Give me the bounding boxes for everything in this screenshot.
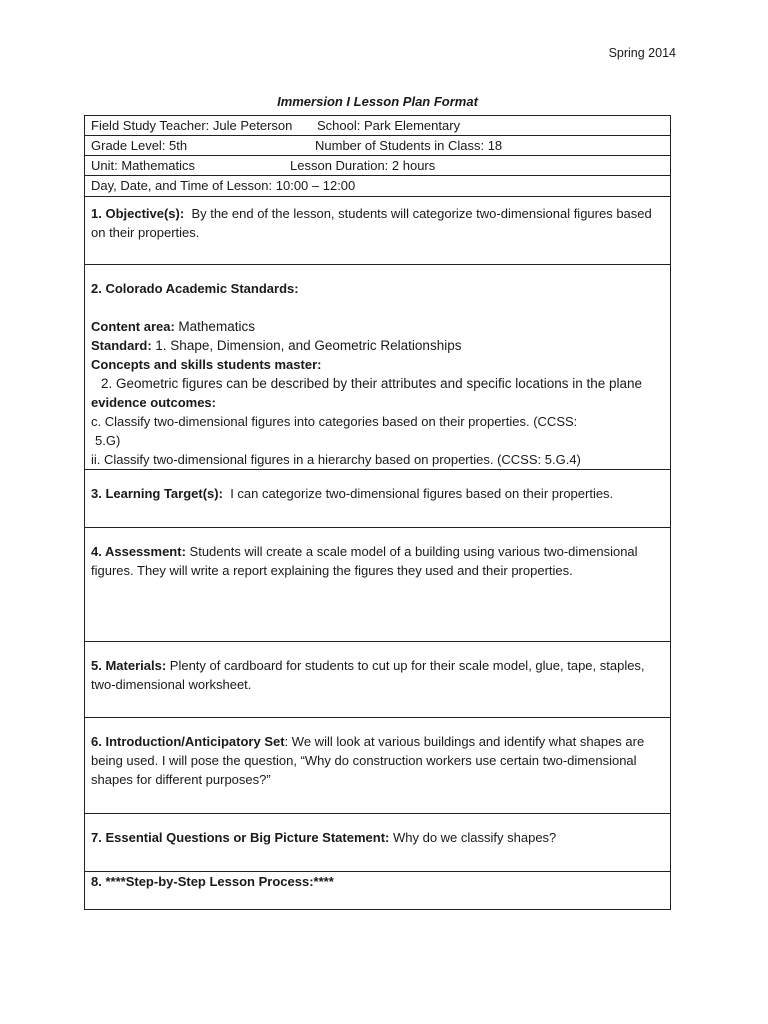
evidence-label: evidence outcomes: — [91, 395, 216, 410]
table-row — [85, 718, 671, 814]
materials-label: 5. Materials: — [91, 658, 167, 673]
objective-label: 1. Objective(s): — [91, 206, 185, 221]
standard-line — [91, 336, 664, 355]
concepts-value: 2. Geometric figures can be described by their attributes and specific locations in the plane — [101, 376, 643, 391]
evidence-c-line2: 5.G) — [95, 433, 121, 448]
essential-questions-section — [85, 814, 671, 872]
assessment-text: Students will create a scale model of a building using various two-dimensional figures. They will write a report explaining the figures they used and their properties. — [91, 544, 638, 578]
document-title: Immersion I Lesson Plan Format — [277, 94, 478, 109]
table-row — [85, 470, 671, 528]
table-row — [85, 265, 671, 470]
content-area-line — [91, 317, 664, 336]
objective-text: By the end of the lesson, students will categorize two-dimensional figures based on their properties. — [91, 206, 652, 240]
evidence-c-line1: c. Classify two-dimensional figures into categories based on their properties. (CCSS: — [91, 414, 578, 429]
table-row — [85, 197, 671, 265]
concepts-label: Concepts and skills students master: — [91, 357, 322, 372]
day-time-cell — [85, 176, 671, 197]
standards-label: 2. Colorado Academic Standards: — [91, 281, 299, 296]
unit-duration-cell — [85, 156, 671, 176]
students-field: Number of Students in Class: 18 — [315, 138, 503, 153]
lesson-process-label: 8. ****Step-by-Step Lesson Process:**** — [91, 874, 334, 889]
objective-section — [85, 197, 671, 265]
header-date: Spring 2014 — [608, 46, 676, 60]
school-field: School: Park Elementary — [317, 118, 461, 133]
day-time-field: Day, Date, and Time of Lesson: 10:00 – 12:00 — [91, 178, 356, 193]
introduction-label: 6. Introduction/Anticipatory Set — [91, 734, 285, 749]
learning-target-section — [85, 470, 671, 528]
standards-section — [85, 265, 671, 470]
table-row — [85, 116, 671, 136]
evidence-ii: ii. Classify two-dimensional figures in a hierarchy based on properties. (CCSS: 5.G.4) — [91, 452, 581, 467]
lesson-process-section — [85, 872, 671, 910]
teacher-school-cell — [85, 116, 671, 136]
grade-field: Grade Level: 5th — [91, 138, 188, 153]
table-row — [85, 176, 671, 197]
assessment-label: 4. Assessment: — [91, 544, 186, 559]
essential-questions-label: 7. Essential Questions or Big Picture Statement: — [91, 830, 390, 845]
lesson-plan-table — [84, 115, 671, 910]
introduction-section — [85, 718, 671, 814]
assessment-section — [85, 528, 671, 642]
standard-label: Standard: — [91, 338, 152, 353]
essential-questions-text: Why do we classify shapes? — [392, 830, 557, 845]
duration-field: Lesson Duration: 2 hours — [290, 158, 436, 173]
table-row — [85, 136, 671, 156]
learning-target-text: I can categorize two-dimensional figures based on their properties. — [230, 486, 614, 501]
grade-students-cell — [85, 136, 671, 156]
content-area-label: Content area: — [91, 319, 175, 334]
teacher-field: Field Study Teacher: Jule Peterson — [91, 118, 293, 133]
introduction-text: : We will look at various buildings and identify what shapes are being used. I will pose the question, “Why do construction workers use certain two-dimensional shapes for different purposes?” — [91, 734, 645, 787]
learning-target-label: 3. Learning Target(s): — [91, 486, 223, 501]
standard-value: 1. Shape, Dimension, and Geometric Relationships — [155, 338, 462, 353]
table-row — [85, 814, 671, 872]
table-row — [85, 642, 671, 718]
content-area-value: Mathematics — [178, 319, 255, 334]
table-row — [85, 528, 671, 642]
unit-field: Unit: Mathematics — [91, 158, 196, 173]
table-row — [85, 156, 671, 176]
table-row — [85, 872, 671, 910]
materials-text: Plenty of cardboard for students to cut up for their scale model, glue, tape, staples, two-dimensional worksheet. — [91, 658, 645, 692]
materials-section — [85, 642, 671, 718]
